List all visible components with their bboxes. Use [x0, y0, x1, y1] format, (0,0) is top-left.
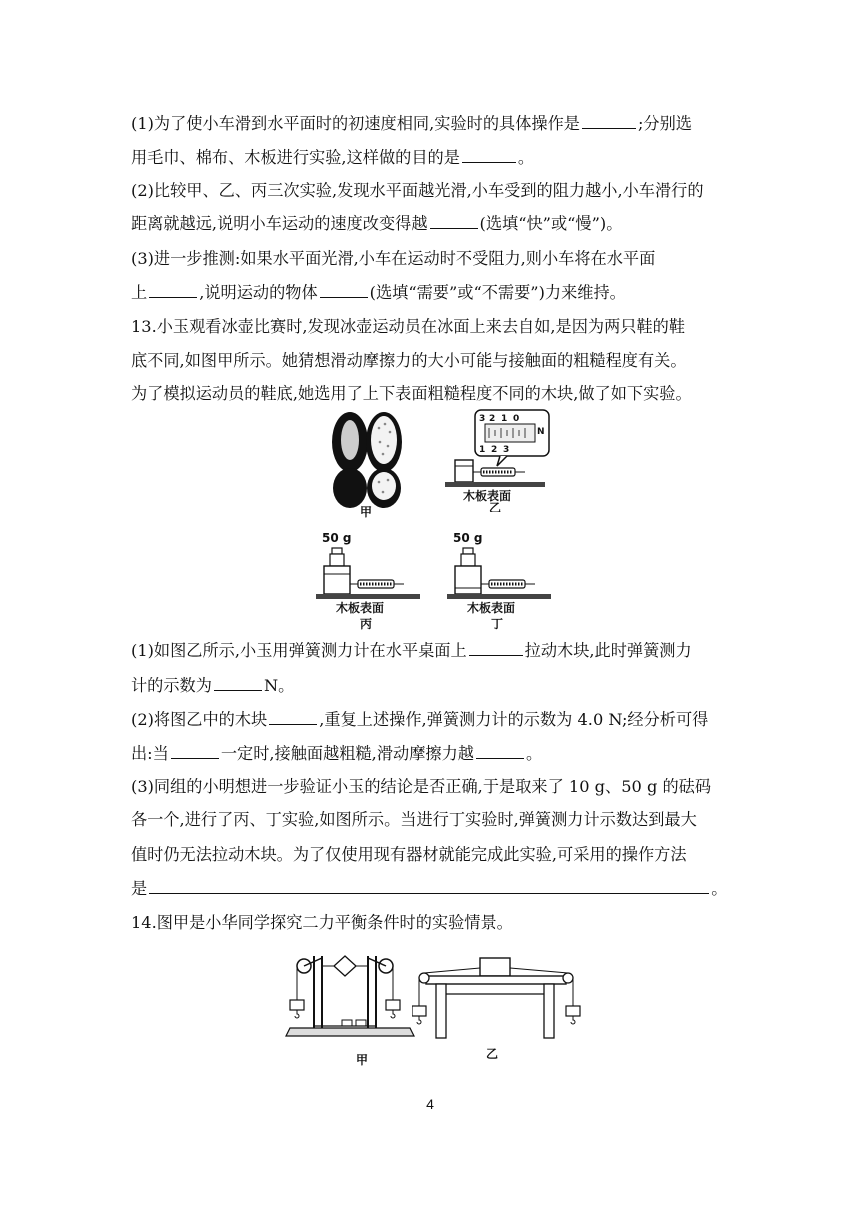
scale-tick: 2: [489, 414, 496, 424]
scale-unit: N: [537, 427, 545, 437]
figure-14-yi: [412, 954, 586, 1064]
text-line: (1)为了使小车滑到水平面时的初速度相同,实验时的具体操作是 ;分别选: [131, 114, 692, 133]
figure-yi-spring-scale: [445, 408, 555, 512]
figure-jia-shoe-soles: [330, 408, 410, 520]
label-jia: 甲: [360, 505, 373, 519]
label-weight-bing: 50 g: [322, 531, 352, 545]
question-14: 14.图甲是小华同学探究二力平衡条件时的实验情景。: [131, 913, 513, 932]
text-line: 值时仍无法拉动木块。为了仅使用现有器材就能完成此实验,可采用的操作方法: [131, 845, 687, 864]
scale-tick: 3: [503, 445, 510, 455]
text-line: 用毛巾、棉布、木板进行实验,这样做的目的是 。: [131, 148, 535, 167]
scale-tick: 0: [513, 414, 520, 424]
text-line: 距离就越远,说明小车运动的速度改变得越 (选填“快”或“慢”)。: [131, 214, 623, 233]
text-line: (2)将图乙中的木块 ,重复上述操作,弹簧测力计的示数为 4.0 N;经分析可得: [131, 710, 709, 729]
figure-bing: [316, 528, 426, 632]
text-line: (1)如图乙所示,小玉用弹簧测力计在水平桌面上 拉动木块,此时弹簧测力: [131, 641, 692, 660]
label-board-ding: 木板表面: [467, 601, 516, 615]
label-yi: 乙: [489, 501, 502, 512]
label-weight-ding: 50 g: [453, 531, 483, 545]
label-14-jia: 甲: [356, 1053, 369, 1067]
text-line: (2)比较甲、乙、丙三次实验,发现水平面越光滑,小车受到的阻力越小,小车滑行的: [131, 181, 704, 200]
scale-tick: 1: [479, 445, 486, 455]
figure-ding: [447, 528, 557, 632]
scale-tick: 1: [501, 414, 508, 424]
figure-14-jia: [282, 948, 422, 1070]
label-ding: 丁: [491, 617, 504, 631]
text-line: 出:当 一定时,接触面越粗糙,滑动摩擦力越 。: [131, 744, 543, 763]
label-board-yi: 木板表面: [463, 489, 512, 503]
text-line: (3)进一步推测:如果水平面光滑,小车在运动时不受阻力,则小车将在水平面: [131, 249, 656, 268]
scale-tick: 3: [479, 414, 486, 424]
text-line: (3)同组的小明想进一步验证小玉的结论是否正确,于是取来了 10 g、50 g 的砝码: [131, 777, 712, 796]
text-line: 为了模拟运动员的鞋底,她选用了上下表面粗糙程度不同的木块,做了如下实验。: [131, 384, 692, 403]
text-line: 各一个,进行了丙、丁实验,如图所示。当进行丁实验时,弹簧测力计示数达到最大: [131, 810, 697, 829]
text-line: 底不同,如图甲所示。她猜想滑动摩擦力的大小可能与接触面的粗糙程度有关。: [131, 351, 687, 370]
label-14-yi: 乙: [486, 1047, 499, 1061]
text-line: 是 。: [131, 879, 728, 898]
scale-tick: 2: [491, 445, 498, 455]
label-bing: 丙: [360, 617, 373, 631]
question-13: 13.小玉观看冰壶比赛时,发现冰壶运动员在冰面上来去自如,是因为两只鞋的鞋: [131, 317, 686, 336]
text-line: 计的示数为 N。: [131, 676, 295, 695]
page-number: 4: [426, 1096, 434, 1112]
text-line: 上 ,说明运动的物体 (选填“需要”或“不需要”)力来维持。: [131, 283, 626, 302]
label-board-bing: 木板表面: [336, 601, 385, 615]
